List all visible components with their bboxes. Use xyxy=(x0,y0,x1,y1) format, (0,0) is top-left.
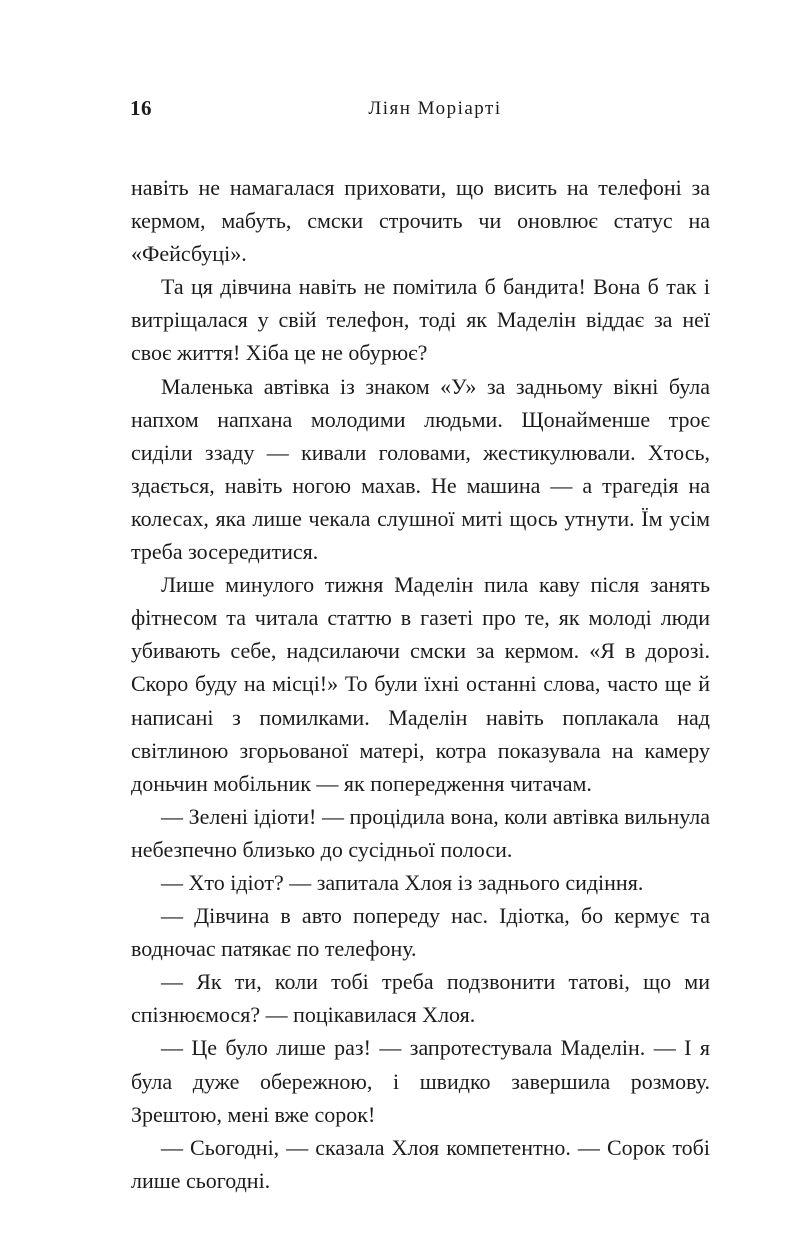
paragraph: Маленька автівка із знаком «У» за задньому вікні була напхом напхана молодими людьми. Щонайменше троє сиділи ззаду — кивали головами, жестикулювали. Хтось, здається, навіть ногою махав. Не машина — а трагедія на колесах, яка лише чекала слушної миті щось утнути. Їм усім треба зосередитися. xyxy=(131,373,710,565)
paragraph: навіть не намагалася приховати, що висить на телефоні за кермом, мабуть, смски строчить чи оновлює статус на «Фейсбуці». xyxy=(131,175,710,267)
running-head-author: Ліян Моріарті xyxy=(368,98,502,119)
paragraph: — Сьогодні, — сказала Хлоя компетентно. — Сорок тобі лише сьогодні. xyxy=(131,1134,710,1193)
paragraph: — Як ти, коли тобі треба подзвонити татові, що ми спізнюємося? — поцікавилася Хлоя. xyxy=(131,969,710,1028)
page-number: 16 xyxy=(130,96,152,120)
paragraph: — Це було лише раз! — запротестувала Маделін. — І я була дуже обережною, і швидко завершила розмову. Зрештою, мені вже сорок! xyxy=(131,1035,710,1127)
paragraph: — Хто ідіот? — запитала Хлоя із заднього сидіння. xyxy=(161,869,644,895)
running-head xyxy=(130,96,710,126)
paragraph: Лише минулого тижня Маделін пила каву після занять фітнесом та читала статтю в газеті про те, як молоді люди убивають себе, надсилаючи смски за кермом. «Я в дорозі. Скоро буду на місці!» То були їхні останні слова, часто ще й написані з помилками. Маделін навіть поплакала над світлиною згорьованої матері, котра показувала на камеру доньчин мобільник — як попередження читачам. xyxy=(131,572,710,796)
paragraph: — Дівчина в авто попереду нас. Ідіотка, бо кермує та водночас патякає по телефону. xyxy=(131,903,710,962)
paragraph: Та ця дівчина навіть не помітила б бандита! Вона б так і витріщалася у свій телефон, тоді як Маделін віддає за неї своє життя! Хіба це не обурює? xyxy=(131,274,710,366)
paragraph: — Зелені ідіоти! — процідила вона, коли автівка вильнула небезпечно близько до сусідньої полоси. xyxy=(131,803,710,862)
body-text xyxy=(131,171,710,1197)
